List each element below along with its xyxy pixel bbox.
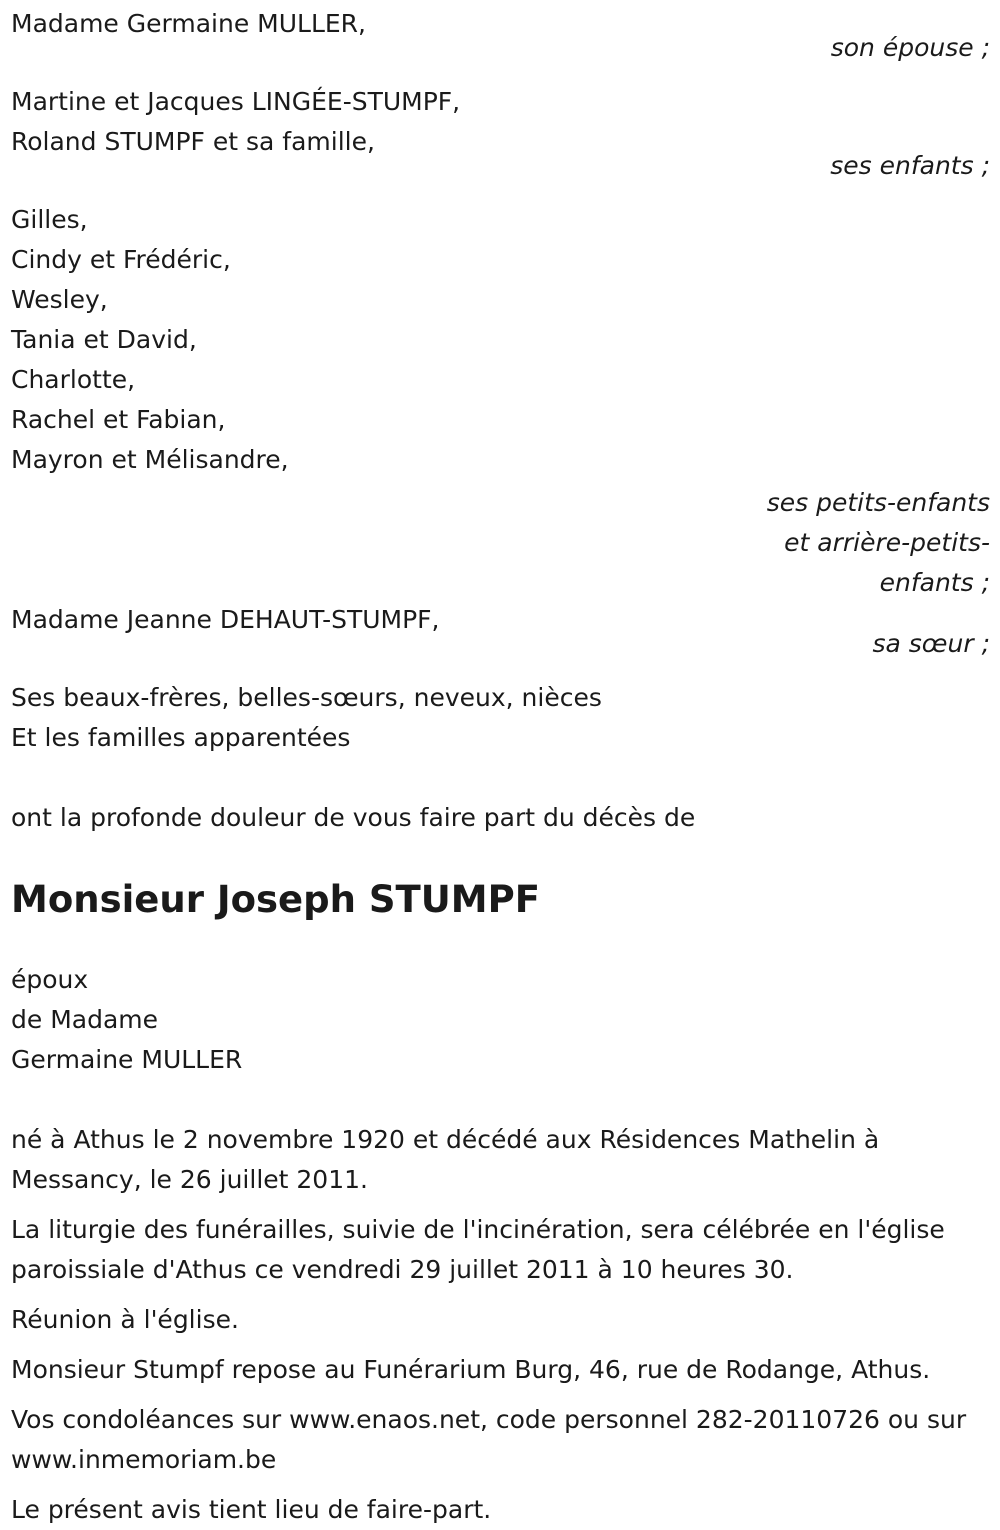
family-name-line: Charlotte, [11,365,136,394]
spouse-line: époux [11,965,89,994]
deceased-name: Monsieur Joseph STUMPF [11,878,541,921]
family-name-line: Madame Germaine MULLER, [11,9,366,38]
family-group-children [11,82,990,186]
repose-location-info: Monsieur Stumpf repose au Funérarium Burg, 46, rue de Rodange, Athus. [11,1355,931,1384]
spouse-reference [11,960,990,1080]
family-name-line: Roland STUMPF et sa famille, [11,127,375,156]
family-name-line: Mayron et Mélisandre, [11,445,289,474]
family-role: ses enfants ; [830,151,990,180]
spouse-line: Germaine MULLER [11,1045,243,1074]
family-role: ses petits-enfants [766,488,990,517]
funeral-details [11,1120,986,1530]
family-name-line: Gilles, [11,205,88,234]
family-role: sa sœur ; [872,629,990,658]
family-role: enfants ; [879,568,990,597]
family-name-line: Cindy et Frédéric, [11,245,231,274]
family-role: et arrière-petits- [784,528,990,557]
extended-family-line: Ses beaux-frères, belles-sœurs, neveux, nièces [11,683,602,712]
family-name-line: Tania et David, [11,325,197,354]
family-role: son épouse ; [830,33,990,62]
extended-family-line: Et les familles apparentées [11,723,351,752]
extended-family [11,678,990,758]
spouse-line: de Madame [11,1005,159,1034]
funeral-ceremony-info: La liturgie des funérailles, suivie de l'incinération, sera célébrée en l'église paroissiale d'Athus ce vendredi 29 juillet 2011 à 10 heures 30. [11,1215,945,1284]
family-group-spouse [11,4,990,68]
notice-disclaimer: Le présent avis tient lieu de faire-part. [11,1495,492,1524]
announcement-text: ont la profonde douleur de vous faire part du décès de [11,803,696,832]
birth-death-info: né à Athus le 2 novembre 1920 et décédé aux Résidences Mathelin à Messancy, le 26 juillet 2011. [11,1125,880,1194]
family-name-line: Madame Jeanne DEHAUT-STUMPF, [11,605,440,634]
meeting-info: Réunion à l'église. [11,1305,239,1334]
condolences-info: Vos condoléances sur www.enaos.net, code personnel 282-20110726 ou sur www.inmemoriam.be [11,1405,967,1474]
family-name-line: Martine et Jacques LINGÉE-STUMPF, [11,87,461,116]
family-name-line: Rachel et Fabian, [11,405,226,434]
family-name-line: Wesley, [11,285,108,314]
family-group-sister [11,600,990,664]
family-group-grandchildren [11,200,990,603]
